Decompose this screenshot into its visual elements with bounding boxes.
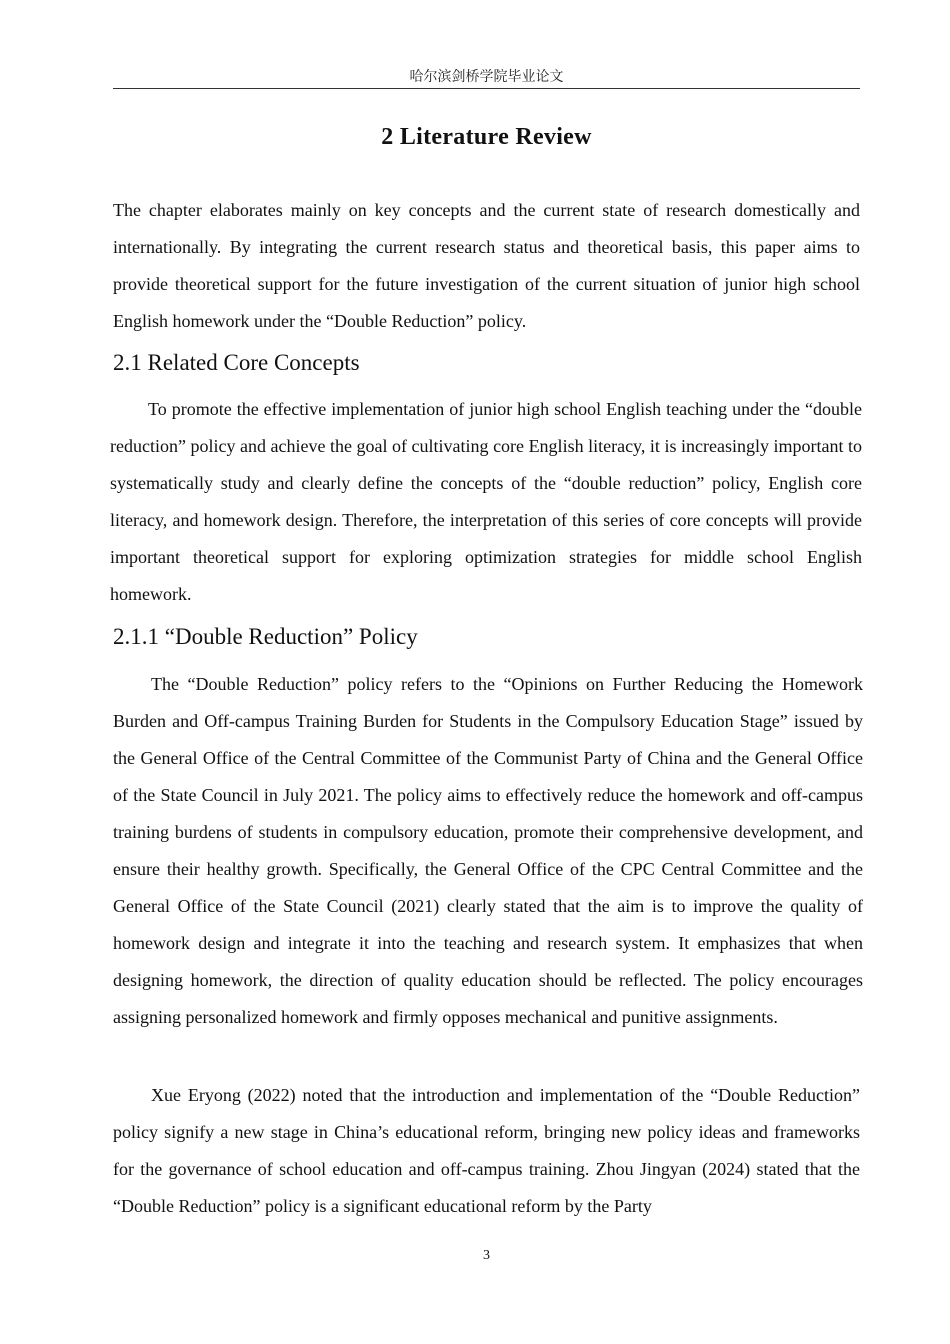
chapter-title: 2 Literature Review (381, 124, 592, 150)
section-2-1-paragraph: To promote the effective implementation of junior high school English teaching under the “double reduction” policy and achieve the goal of cultivating core English literacy, it is increasingly important to systematically study and clearly define the concepts of the “double reduction” policy, English core literacy, and homework design. Therefore, the interpretation of this series of core concepts will provide important theoretical support for exploring optimization strategies for middle school English homework. (110, 399, 862, 604)
section-2-1-1-paragraph-2: Xue Eryong (2022) noted that the introduction and implementation of the “Double Reduction” policy signify a new stage in China’s educational reform, bringing new policy ideas and frameworks for the governance of school education and off-campus training. Zhou Jingyan (2024) stated that the “Double Reduction” policy is a significant educational reform by the Party (113, 1085, 860, 1216)
header-rule (113, 88, 860, 89)
page-number: 3 (483, 1248, 490, 1263)
running-header: 哈尔滨剑桥学院毕业论文 (409, 69, 564, 85)
section-2-1-1-paragraph-1: The “Double Reduction” policy refers to the “Opinions on Further Reducing the Homework Burden and Off-campus Training Burden for Students in the Compulsory Education Stage” issued by the General Office of the Central Committee of the Communist Party of China and the General Office of the State Council in July 2021. The policy aims to effectively reduce the homework and off-campus training burdens of students in compulsory education, promote their comprehensive development, and ensure their healthy growth. Specifically, the General Office of the CPC Central Committee and the General Office of the State Council (2021) clearly stated that the aim is to improve the quality of homework design and integrate it into the teaching and research system. It emphasizes that when designing homework, the direction of quality education should be reflected. The policy encourages assigning personalized homework and firmly opposes mechanical and punitive assignments. (113, 674, 863, 1027)
section-heading-2-1-1: 2.1.1 “Double Reduction” Policy (113, 624, 418, 649)
intro-paragraph: The chapter elaborates mainly on key concepts and the current state of research domestically and internationally. By integrating the current research status and theoretical basis, this paper aims to provide theoretical support for the future investigation of the current situation of junior high school English homework under the “Double Reduction” policy. (113, 200, 860, 331)
section-heading-2-1: 2.1 Related Core Concepts (113, 350, 360, 375)
